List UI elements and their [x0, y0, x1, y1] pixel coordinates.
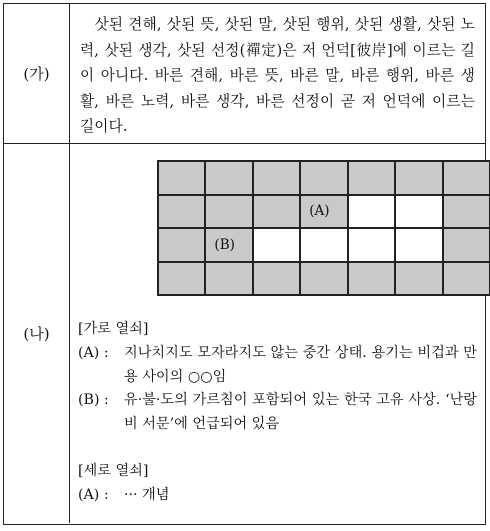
row-na-content — [70, 144, 485, 523]
blocked-cell — [205, 161, 252, 195]
blocked-cell — [395, 262, 442, 296]
blocked-cell — [300, 262, 347, 296]
row-ga-content — [70, 4, 485, 143]
across-clue-b — [78, 389, 477, 437]
blocked-cell — [158, 195, 205, 229]
blocked-cell — [205, 228, 252, 262]
row-na-label: (나) — [4, 144, 70, 523]
cell-marker: (B) — [214, 236, 235, 253]
across-clue-a — [78, 342, 477, 390]
blocked-cell — [205, 262, 252, 296]
spacer — [78, 437, 477, 460]
clue-text: 유·불·도의 가르침이 포함되어 있는 한국 고유 사상. ‘난랑비 서문’에 언급되어 있음 — [124, 392, 477, 433]
blocked-cell — [443, 195, 490, 229]
passage-text: 삿된 견해, 삿된 뜻, 삿된 말, 삿된 행위, 삿된 생활, 삿된 노력, 삿된 생각, 삿된 선정(禪定)은 저 언덕[彼岸]에 이르는 길이 아니다. 바른 견해, 바른 뜻, 바른 말, 바른 행위, 바른 생활, 바른 노력, 바른 생각, 바른 선정이 곧 저 언덕에 이르는 길이다. — [80, 16, 475, 136]
clue-tag: (A) : — [78, 344, 109, 361]
clue-tag: (A) : — [78, 486, 109, 503]
crossword-grid — [157, 160, 490, 296]
blocked-cell — [205, 195, 252, 229]
clue-list — [78, 318, 477, 508]
answer-cell — [348, 195, 395, 229]
blocked-cell — [300, 161, 347, 195]
clue-tag: (B) : — [78, 392, 109, 409]
blocked-cell — [395, 161, 442, 195]
blocked-cell — [348, 161, 395, 195]
blocked-cell — [253, 161, 300, 195]
blocked-cell — [158, 228, 205, 262]
row-na — [4, 144, 485, 523]
answer-cell — [395, 195, 442, 229]
answer-cell — [300, 228, 347, 262]
cell-marker: (A) — [309, 203, 330, 220]
blocked-cell — [253, 262, 300, 296]
answer-cell — [395, 228, 442, 262]
blocked-cell — [253, 195, 300, 229]
blocked-cell — [443, 262, 490, 296]
across-heading: [가로 열쇠] — [78, 321, 149, 337]
question-table — [3, 3, 486, 525]
blocked-cell — [300, 195, 347, 229]
row-ga-label: (가) — [4, 4, 70, 143]
blocked-cell — [443, 161, 490, 195]
blocked-cell — [348, 262, 395, 296]
blocked-cell — [158, 161, 205, 195]
clue-text: 지나치지도 모자라지도 않는 중간 상태. 용기는 비겁과 만용 사이의 ○○임 — [124, 344, 477, 385]
clue-text: ··· 개념 — [124, 486, 170, 503]
down-heading: [세로 열쇠] — [78, 462, 149, 479]
down-clue-a — [78, 484, 477, 508]
blocked-cell — [443, 228, 490, 262]
row-ga — [4, 4, 485, 144]
answer-cell — [348, 228, 395, 262]
blocked-cell — [158, 262, 205, 296]
answer-cell — [253, 228, 300, 262]
